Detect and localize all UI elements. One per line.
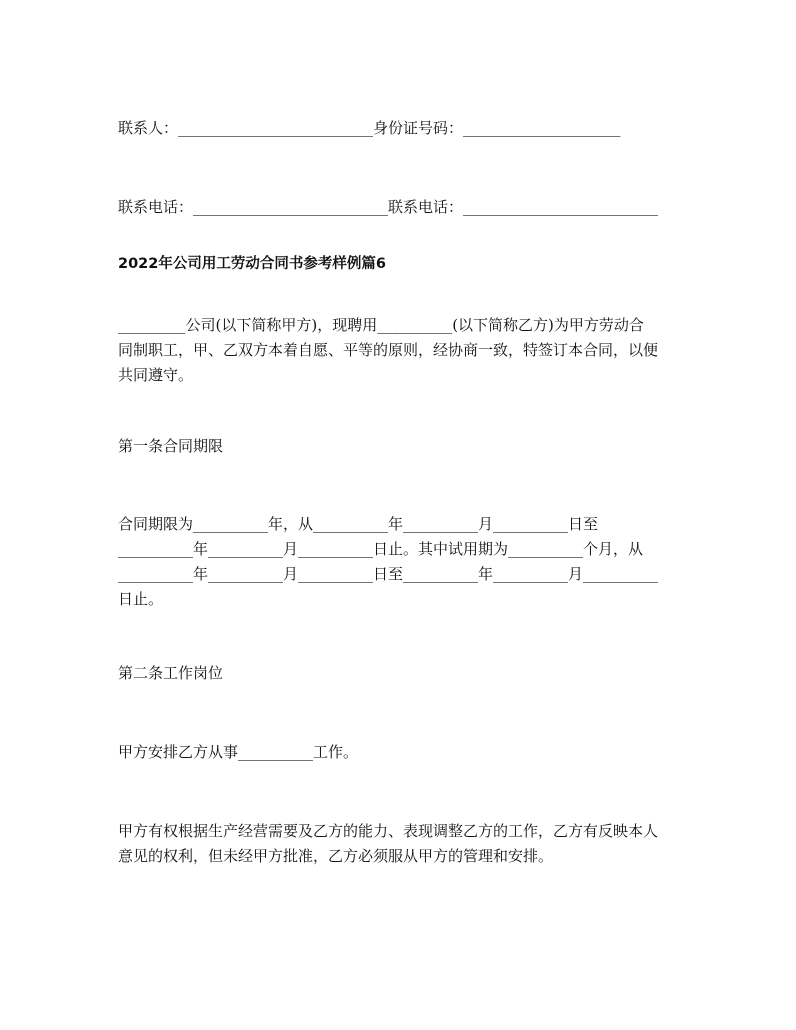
article-1-line-1: 合同期限为__________年，从__________年__________月__________日至: [118, 515, 599, 533]
article-1-line-2: __________年__________月__________日止。其中试用期为__________个月，从: [118, 540, 644, 558]
article-1-title: 第一条合同期限: [118, 437, 224, 455]
intro-line-3: 共同遵守。: [118, 366, 194, 384]
intro-line-1: _________公司(以下简称甲方)，现聘用__________(以下简称乙方)为甲方劳动合: [118, 316, 644, 334]
article-2-para-2-line-2: 意见的权利，但未经甲方批准，乙方必须服从甲方的管理和安排。: [118, 847, 554, 865]
article-2-para-2-line-1: 甲方有权根据生产经营需要及乙方的能力、表现调整乙方的工作，乙方有反映本人: [118, 822, 659, 840]
section-title: 2022年公司用工劳动合同书参考样例篇6: [118, 256, 386, 272]
article-1-line-4: 日止。: [118, 590, 164, 608]
article-2-para-1: 甲方安排乙方从事__________工作。: [118, 743, 359, 761]
article-2-title: 第二条工作岗位: [118, 664, 224, 682]
contact-row-1: 联系人：__________________________身份证号码：_____________________: [118, 119, 621, 137]
contact-row-2: 联系电话：__________________________联系电话：__________________________: [118, 198, 659, 216]
intro-line-2: 同制职工，甲、乙双方本着自愿、平等的原则，经协商一致，特签订本合同，以便: [118, 341, 659, 359]
article-1-line-3: __________年__________月__________日至__________年__________月__________: [118, 565, 659, 583]
